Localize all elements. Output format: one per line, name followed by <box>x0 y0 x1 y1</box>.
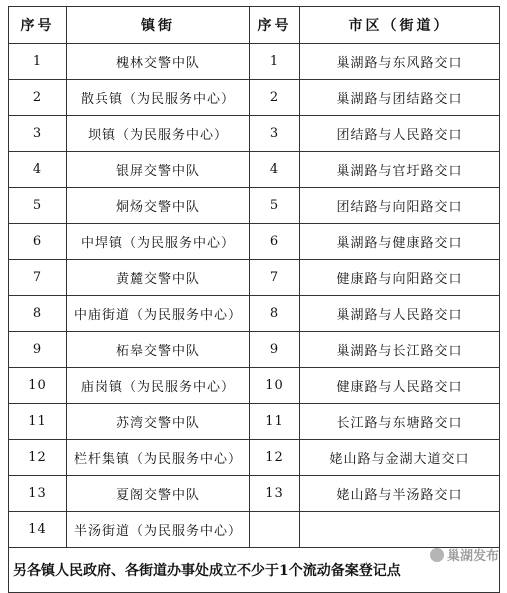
cell-seq-street: 13 <box>250 476 300 512</box>
cell-street: 巢湖路与团结路交口 <box>300 80 500 116</box>
cell-town: 庙岗镇（为民服务中心） <box>67 368 250 404</box>
cell-street: 健康路与人民路交口 <box>300 368 500 404</box>
cell-seq-street: 8 <box>250 296 300 332</box>
table-row <box>9 188 500 224</box>
cell-town: 半汤街道（为民服务中心） <box>67 512 250 548</box>
cell-seq-town: 6 <box>9 224 67 260</box>
cell-street <box>300 512 500 548</box>
cell-seq-town: 5 <box>9 188 67 224</box>
cell-street: 姥山路与金湖大道交口 <box>300 440 500 476</box>
cell-seq-street: 11 <box>250 404 300 440</box>
cell-seq-street: 5 <box>250 188 300 224</box>
header-town: 镇街 <box>67 7 250 44</box>
table-row <box>9 116 500 152</box>
footer-row <box>9 548 500 593</box>
cell-seq-town: 4 <box>9 152 67 188</box>
cell-street: 巢湖路与长江路交口 <box>300 332 500 368</box>
cell-town: 柘皋交警中队 <box>67 332 250 368</box>
cell-street: 巢湖路与官圩路交口 <box>300 152 500 188</box>
cell-seq-town: 1 <box>9 44 67 80</box>
table-header-row <box>9 7 500 44</box>
cell-seq-town: 10 <box>9 368 67 404</box>
cell-seq-street: 6 <box>250 224 300 260</box>
cell-street: 健康路与向阳路交口 <box>300 260 500 296</box>
watermark <box>430 545 499 564</box>
cell-street: 团结路与人民路交口 <box>300 116 500 152</box>
cell-seq-town: 8 <box>9 296 67 332</box>
watermark-text: 巢湖发布 <box>446 549 499 564</box>
table-row <box>9 332 500 368</box>
cell-seq-street: 9 <box>250 332 300 368</box>
cell-seq-street <box>250 512 300 548</box>
table-row <box>9 152 500 188</box>
table-row <box>9 296 500 332</box>
cell-town: 烔炀交警中队 <box>67 188 250 224</box>
cell-seq-street: 12 <box>250 440 300 476</box>
wechat-icon <box>430 548 444 562</box>
cell-seq-street: 7 <box>250 260 300 296</box>
cell-street: 巢湖路与健康路交口 <box>300 224 500 260</box>
table-row <box>9 80 500 116</box>
cell-town: 苏湾交警中队 <box>67 404 250 440</box>
cell-seq-town: 9 <box>9 332 67 368</box>
cell-street: 团结路与向阳路交口 <box>300 188 500 224</box>
table-row <box>9 368 500 404</box>
cell-street: 长江路与东塘路交口 <box>300 404 500 440</box>
table-row <box>9 404 500 440</box>
cell-seq-street: 1 <box>250 44 300 80</box>
cell-town: 坝镇（为民服务中心） <box>67 116 250 152</box>
cell-town: 黄麓交警中队 <box>67 260 250 296</box>
cell-town: 中垾镇（为民服务中心） <box>67 224 250 260</box>
cell-seq-town: 7 <box>9 260 67 296</box>
cell-seq-town: 14 <box>9 512 67 548</box>
cell-town: 夏阁交警中队 <box>67 476 250 512</box>
cell-seq-town: 3 <box>9 116 67 152</box>
cell-town: 散兵镇（为民服务中心） <box>67 80 250 116</box>
cell-seq-street: 10 <box>250 368 300 404</box>
table-row <box>9 260 500 296</box>
header-street: 市区（街道） <box>300 7 500 44</box>
registration-points-table <box>8 6 500 593</box>
cell-street: 巢湖路与人民路交口 <box>300 296 500 332</box>
cell-town: 槐林交警中队 <box>67 44 250 80</box>
table-row <box>9 44 500 80</box>
table-row <box>9 440 500 476</box>
cell-street: 巢湖路与东风路交口 <box>300 44 500 80</box>
cell-seq-town: 2 <box>9 80 67 116</box>
cell-town: 栏杆集镇（为民服务中心） <box>67 440 250 476</box>
cell-seq-town: 13 <box>9 476 67 512</box>
header-seq-1: 序号 <box>9 7 67 44</box>
cell-seq-street: 3 <box>250 116 300 152</box>
table-row <box>9 476 500 512</box>
footer-note: 另各镇人民政府、各街道办事处成立不少于1个流动备案登记点 <box>9 548 500 593</box>
cell-seq-street: 4 <box>250 152 300 188</box>
cell-seq-town: 12 <box>9 440 67 476</box>
cell-seq-town: 11 <box>9 404 67 440</box>
cell-town: 中庙街道（为民服务中心） <box>67 296 250 332</box>
table-row <box>9 224 500 260</box>
header-seq-2: 序号 <box>250 7 300 44</box>
cell-seq-street: 2 <box>250 80 300 116</box>
cell-town: 银屏交警中队 <box>67 152 250 188</box>
cell-street: 姥山路与半汤路交口 <box>300 476 500 512</box>
table-row <box>9 512 500 548</box>
